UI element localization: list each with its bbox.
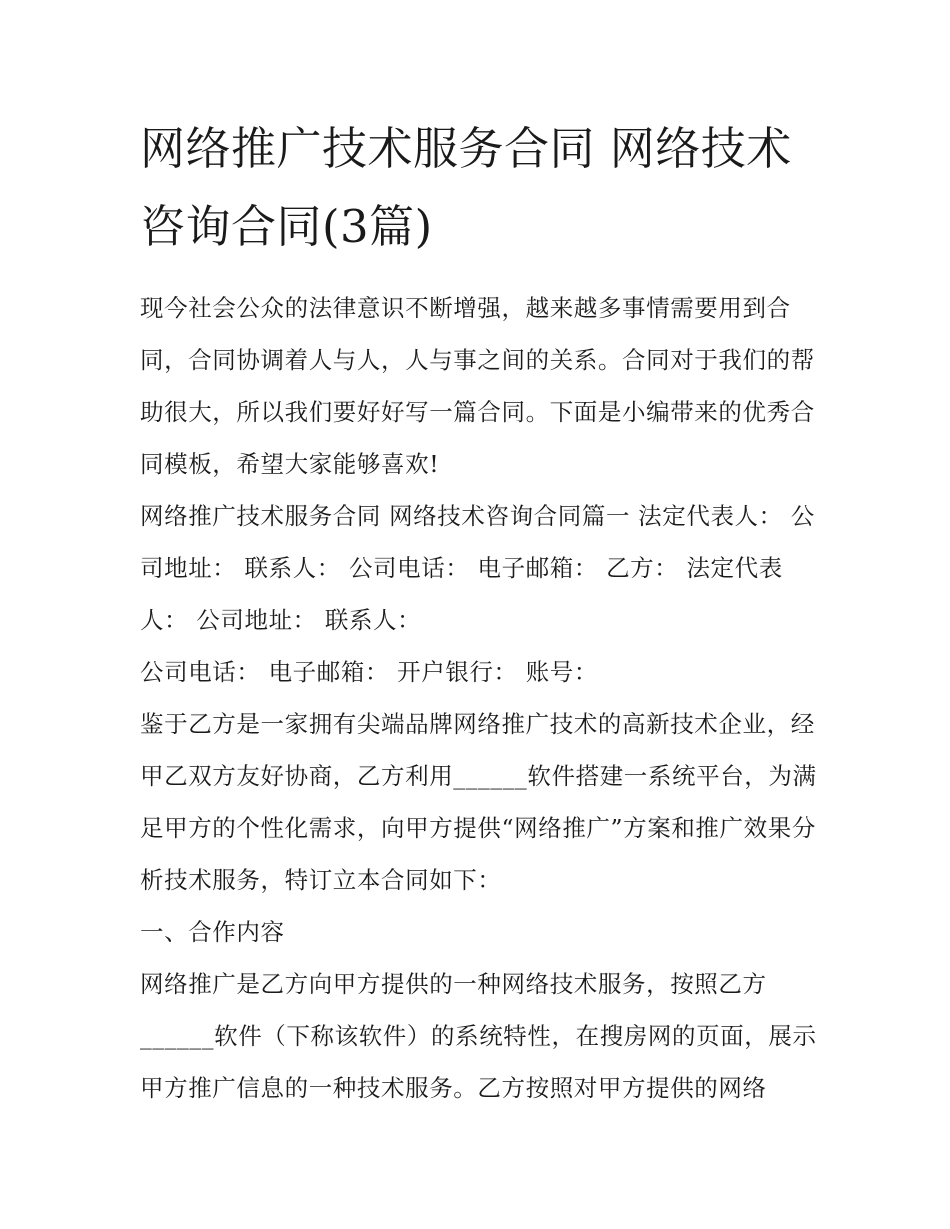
document-body	[140, 282, 820, 1114]
document-page	[140, 110, 820, 1114]
paragraph-party-info: 网络推广技术服务合同 网络技术咨询合同篇一 法定代表人： 公司地址： 联系人： 公司电话： 电子邮箱： 乙方： 法定代表人： 公司地址： 联系人：	[140, 502, 815, 634]
paragraph-contact-info: 公司电话： 电子邮箱： 开户银行： 账号：	[140, 658, 599, 686]
paragraph-preamble: 鉴于乙方是一家拥有尖端品牌网络推广技术的高新技术企业，经甲乙双方友好协商，乙方利用______软件搭建一系统平台，为满足甲方的个性化需求，向甲方提供“网络推广”方案和推广效果分析技术服务，特订立本合同如下：	[140, 710, 817, 894]
paragraph-intro: 现今社会公众的法律意识不断增强，越来越多事情需要用到合同，合同协调着人与人，人与事之间的关系。合同对于我们的帮助很大，所以我们要好好写一篇合同。下面是小编带来的优秀合同模板，希望大家能够喜欢!	[140, 294, 815, 478]
document-title: 网络推广技术服务合同 网络技术咨询合同(3篇)	[140, 122, 792, 253]
paragraph-cooperation-content: 网络推广是乙方向甲方提供的一种网络技术服务，按照乙方______软件（下称该软件）的系统特性，在搜房网的页面，展示甲方推广信息的一种技术服务。乙方按照对甲方提供的网络	[140, 970, 817, 1102]
section-heading-cooperation: 一、合作内容	[140, 918, 285, 946]
